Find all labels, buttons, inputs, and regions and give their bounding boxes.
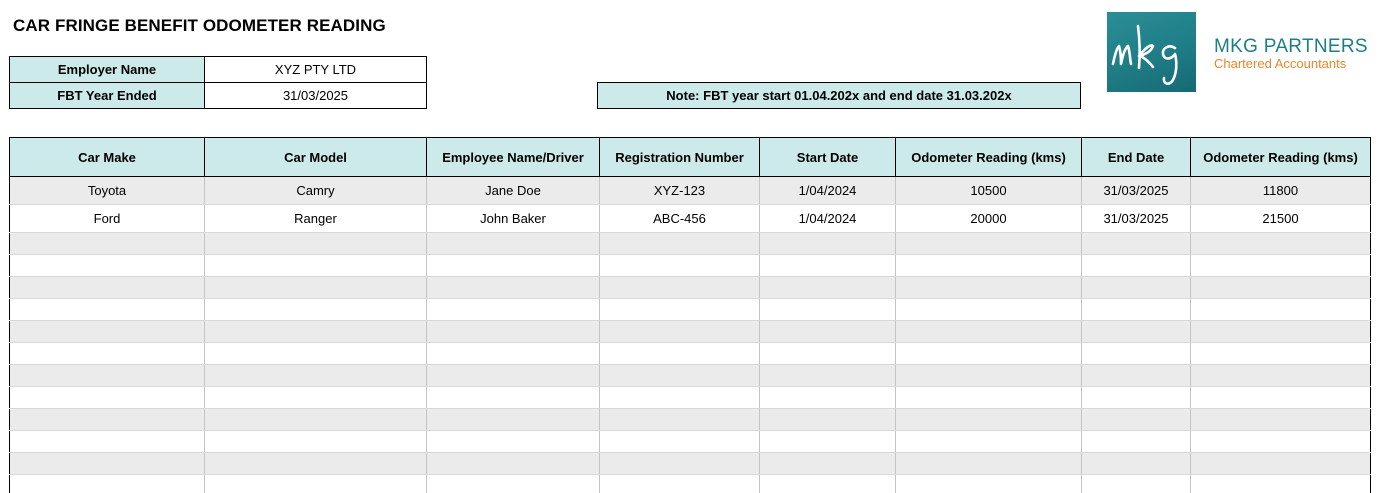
col-header-registration: Registration Number [600, 138, 760, 177]
cell-start-odometer[interactable] [896, 255, 1082, 277]
fbt-year-row [10, 83, 427, 109]
cell-car-model[interactable] [205, 475, 427, 493]
cell-registration[interactable] [600, 233, 760, 255]
col-header-start-odometer: Odometer Reading (kms) [896, 138, 1082, 177]
employer-row [10, 57, 427, 83]
cell-car-make[interactable] [10, 475, 205, 493]
cell-registration[interactable] [600, 299, 760, 321]
cell-end-odometer[interactable] [1191, 343, 1371, 365]
cell-car-model[interactable] [205, 365, 427, 387]
table-row [10, 205, 1371, 233]
cell-registration[interactable]: ABC-456 [600, 205, 760, 233]
cell-start-date[interactable] [760, 255, 896, 277]
cell-registration[interactable] [600, 343, 760, 365]
cell-employee[interactable] [427, 321, 600, 343]
cell-start-odometer[interactable] [896, 475, 1082, 493]
table-row [10, 321, 1371, 343]
cell-start-odometer[interactable]: 10500 [896, 177, 1082, 205]
odometer-table [9, 137, 1371, 493]
cell-start-odometer[interactable]: 20000 [896, 205, 1082, 233]
cell-employee[interactable] [427, 277, 600, 299]
table-row [10, 277, 1371, 299]
brand-subtitle: Chartered Accountants [1214, 56, 1347, 71]
cell-car-make[interactable]: Ford [10, 205, 205, 233]
cell-registration[interactable] [600, 387, 760, 409]
cell-start-date[interactable] [760, 277, 896, 299]
cell-start-date[interactable] [760, 233, 896, 255]
cell-car-make[interactable] [10, 255, 205, 277]
cell-end-date[interactable] [1082, 255, 1191, 277]
cell-registration[interactable] [600, 431, 760, 453]
fbt-year-cell[interactable]: 31/03/2025 [205, 83, 427, 109]
col-header-car-model: Car Model [205, 138, 427, 177]
cell-start-date[interactable] [760, 343, 896, 365]
employer-name-cell[interactable]: XYZ PTY LTD [205, 57, 427, 83]
cell-end-odometer[interactable]: 11800 [1191, 177, 1371, 205]
cell-start-odometer[interactable] [896, 387, 1082, 409]
cell-end-date[interactable] [1082, 387, 1191, 409]
table-row [10, 431, 1371, 453]
cell-end-odometer[interactable] [1191, 431, 1371, 453]
cell-start-date[interactable] [760, 409, 896, 431]
cell-start-date[interactable] [760, 475, 896, 493]
employer-name-label: Employer Name [10, 57, 205, 83]
cell-end-odometer[interactable] [1191, 277, 1371, 299]
cell-end-odometer[interactable] [1191, 321, 1371, 343]
mkg-logo [1107, 12, 1196, 92]
cell-car-make[interactable] [10, 365, 205, 387]
col-header-car-make: Car Make [10, 138, 205, 177]
cell-start-odometer[interactable] [896, 277, 1082, 299]
cell-employee[interactable] [427, 475, 600, 493]
cell-start-odometer[interactable] [896, 431, 1082, 453]
cell-start-date[interactable]: 1/04/2024 [760, 177, 896, 205]
cell-car-make[interactable] [10, 233, 205, 255]
table-row [10, 365, 1371, 387]
col-header-end-date: End Date [1082, 138, 1191, 177]
cell-car-make[interactable] [10, 299, 205, 321]
cell-end-odometer[interactable] [1191, 387, 1371, 409]
cell-end-odometer[interactable] [1191, 409, 1371, 431]
cell-car-model[interactable] [205, 409, 427, 431]
fbt-year-note: Note: FBT year start 01.04.202x and end date 31.03.202x [597, 82, 1081, 109]
table-row [10, 255, 1371, 277]
cell-start-odometer[interactable] [896, 299, 1082, 321]
cell-registration[interactable] [600, 277, 760, 299]
cell-registration[interactable] [600, 475, 760, 493]
cell-registration[interactable] [600, 365, 760, 387]
cell-car-model[interactable] [205, 453, 427, 475]
cell-car-make[interactable] [10, 431, 205, 453]
cell-end-odometer[interactable] [1191, 365, 1371, 387]
cell-end-date[interactable] [1082, 277, 1191, 299]
cell-car-model[interactable] [205, 431, 427, 453]
cell-end-odometer[interactable] [1191, 453, 1371, 475]
cell-end-date[interactable] [1082, 343, 1191, 365]
cell-employee[interactable] [427, 299, 600, 321]
cell-car-make[interactable]: Toyota [10, 177, 205, 205]
cell-start-odometer[interactable] [896, 343, 1082, 365]
cell-end-odometer[interactable] [1191, 475, 1371, 493]
table-row [10, 343, 1371, 365]
cell-car-model[interactable] [205, 299, 427, 321]
cell-end-date[interactable] [1082, 431, 1191, 453]
cell-car-make[interactable] [10, 409, 205, 431]
table-header-row [10, 138, 1371, 177]
cell-start-odometer[interactable] [896, 409, 1082, 431]
cell-car-make[interactable] [10, 277, 205, 299]
table-row [10, 409, 1371, 431]
cell-car-model[interactable] [205, 321, 427, 343]
cell-start-date[interactable] [760, 299, 896, 321]
cell-car-model[interactable] [205, 343, 427, 365]
cell-start-date[interactable]: 1/04/2024 [760, 205, 896, 233]
cell-registration[interactable] [600, 409, 760, 431]
col-header-start-date: Start Date [760, 138, 896, 177]
cell-start-odometer[interactable] [896, 453, 1082, 475]
cell-employee[interactable] [427, 453, 600, 475]
cell-end-odometer[interactable]: 21500 [1191, 205, 1371, 233]
cell-registration[interactable] [600, 453, 760, 475]
col-header-employee: Employee Name/Driver [427, 138, 600, 177]
cell-employee[interactable] [427, 255, 600, 277]
cell-employee[interactable] [427, 431, 600, 453]
cell-car-model[interactable] [205, 277, 427, 299]
cell-employee[interactable] [427, 233, 600, 255]
cell-employee[interactable] [427, 343, 600, 365]
cell-end-odometer[interactable] [1191, 299, 1371, 321]
cell-car-make[interactable] [10, 453, 205, 475]
employer-info-table [9, 56, 427, 109]
table-row [10, 475, 1371, 493]
cell-car-model[interactable]: Camry [205, 177, 427, 205]
table-row [10, 233, 1371, 255]
table-row [10, 299, 1371, 321]
cell-end-odometer[interactable] [1191, 255, 1371, 277]
table-row [10, 177, 1371, 205]
cell-start-date[interactable] [760, 365, 896, 387]
brand-text [1214, 37, 1368, 70]
cell-end-date[interactable] [1082, 409, 1191, 431]
mkg-logo-mark [1107, 12, 1196, 92]
table-body [10, 177, 1371, 493]
cell-employee[interactable]: John Baker [427, 205, 600, 233]
cell-end-date[interactable] [1082, 299, 1191, 321]
cell-employee[interactable] [427, 387, 600, 409]
cell-end-date[interactable] [1082, 475, 1191, 493]
cell-employee[interactable]: Jane Doe [427, 177, 600, 205]
cell-car-model[interactable]: Ranger [205, 205, 427, 233]
cell-end-date[interactable] [1082, 321, 1191, 343]
cell-employee[interactable] [427, 409, 600, 431]
cell-registration[interactable]: XYZ-123 [600, 177, 760, 205]
cell-car-model[interactable] [205, 255, 427, 277]
cell-end-date[interactable] [1082, 233, 1191, 255]
cell-start-odometer[interactable] [896, 365, 1082, 387]
cell-car-make[interactable] [10, 321, 205, 343]
cell-start-date[interactable] [760, 431, 896, 453]
cell-start-odometer[interactable] [896, 233, 1082, 255]
col-header-end-odometer: Odometer Reading (kms) [1191, 138, 1371, 177]
cell-start-odometer[interactable] [896, 321, 1082, 343]
cell-registration[interactable] [600, 255, 760, 277]
cell-end-odometer[interactable] [1191, 233, 1371, 255]
cell-end-date[interactable] [1082, 365, 1191, 387]
table-row [10, 387, 1371, 409]
cell-car-model[interactable] [205, 233, 427, 255]
cell-end-date[interactable]: 31/03/2025 [1082, 205, 1191, 233]
cell-start-date[interactable] [760, 453, 896, 475]
cell-car-make[interactable] [10, 343, 205, 365]
page-title: CAR FRINGE BENEFIT ODOMETER READING [13, 16, 386, 35]
cell-registration[interactable] [600, 321, 760, 343]
fbt-year-label: FBT Year Ended [10, 83, 205, 109]
cell-start-date[interactable] [760, 321, 896, 343]
cell-end-date[interactable]: 31/03/2025 [1082, 177, 1191, 205]
cell-employee[interactable] [427, 365, 600, 387]
brand-name: MKG PARTNERS [1214, 36, 1368, 57]
cell-start-date[interactable] [760, 387, 896, 409]
cell-car-make[interactable] [10, 387, 205, 409]
table-row [10, 453, 1371, 475]
cell-end-date[interactable] [1082, 453, 1191, 475]
cell-car-model[interactable] [205, 387, 427, 409]
